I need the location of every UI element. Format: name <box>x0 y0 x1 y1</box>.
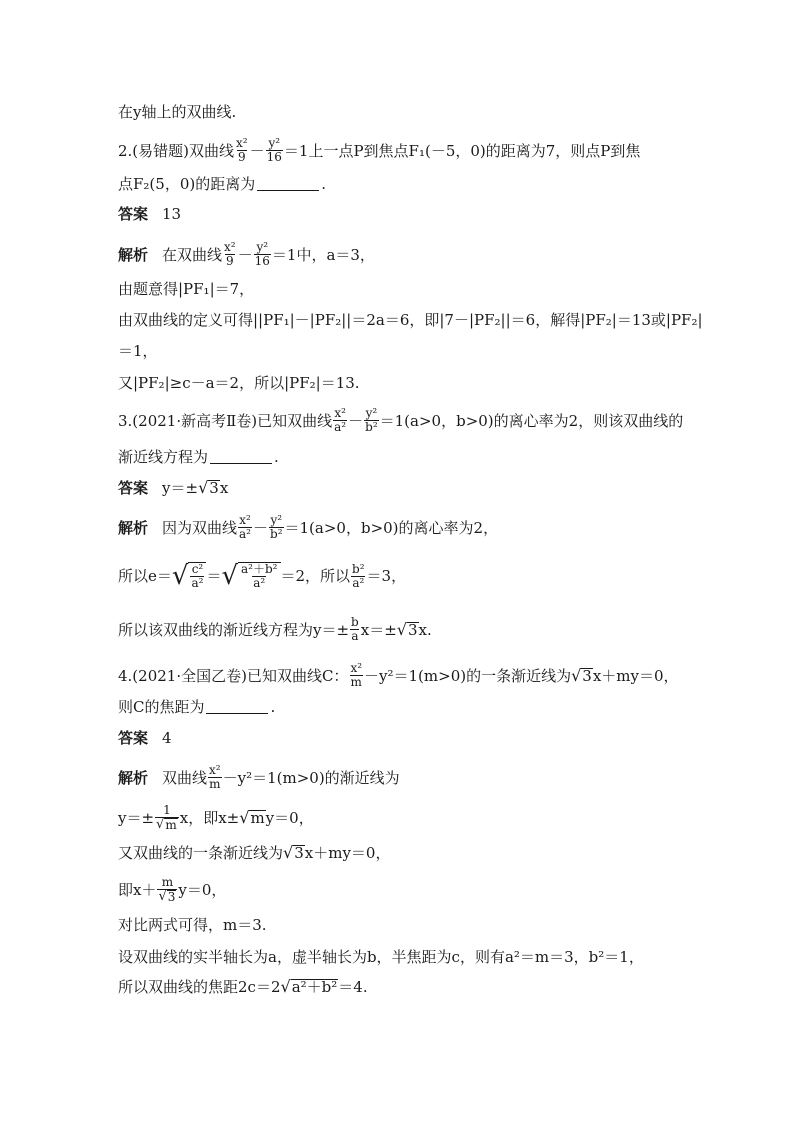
numerator: x² <box>239 513 251 527</box>
denominator: 9 <box>226 254 234 268</box>
text: x，即x± <box>179 808 240 827</box>
problem-3-stem-cont <box>118 446 678 468</box>
text: 所以e＝ <box>118 567 172 585</box>
text: x. <box>418 620 432 639</box>
text: y＝± <box>118 808 155 827</box>
problem-2-solution-1 <box>118 241 678 268</box>
denominator: m <box>209 777 221 791</box>
text: －y²＝1(m>0)的渐近线为 <box>222 768 400 787</box>
text: 因为双曲线 <box>162 518 238 537</box>
radical-sign-icon: √ <box>571 665 582 685</box>
numerator: x² <box>209 763 221 777</box>
text-line <box>118 914 678 936</box>
denominator <box>155 817 179 831</box>
text: 由双曲线的定义可得||PF₁|－|PF₂||＝2a＝6，即|7－|PF₂||＝6，解得|PF₂|＝13或|PF₂| <box>118 311 703 329</box>
denominator: b² <box>365 420 378 434</box>
radicand: m <box>250 808 265 827</box>
answer-blank <box>257 189 319 191</box>
fraction <box>266 137 283 164</box>
text: . <box>274 448 279 466</box>
denominator <box>157 889 177 903</box>
radicand: 3 <box>167 890 176 904</box>
text: 在y轴上的双曲线. <box>118 103 237 121</box>
text: － <box>249 141 265 160</box>
square-root <box>158 890 176 903</box>
problem-3-solution-3 <box>118 616 678 643</box>
text: . <box>321 175 326 193</box>
numerator: x² <box>350 661 363 675</box>
numerator: x² <box>224 240 236 254</box>
text: －y²＝1(m>0)的一条渐近线为 <box>364 666 572 685</box>
problem-2-stem-cont <box>118 173 678 195</box>
problem-2-stem <box>118 137 678 164</box>
numerator: c² <box>191 562 204 576</box>
text: － <box>348 411 364 430</box>
text-line <box>118 309 703 331</box>
answer-label: 答案 <box>118 479 149 497</box>
radical-sign-icon: √ <box>239 807 250 827</box>
answer-blank <box>206 712 268 714</box>
numerator: x² <box>334 406 346 420</box>
text: ＝4. <box>338 978 368 996</box>
text: ＝1上一点P到焦点F₁(－5，0)的距离为7，则点P到焦 <box>283 141 641 160</box>
text: 在双曲线 <box>162 245 223 264</box>
text: x＋my＝0， <box>304 844 391 862</box>
numerator: x² <box>236 136 248 150</box>
problem-3-solution-1 <box>118 514 678 541</box>
radicand: 3 <box>407 620 418 639</box>
problem-4-stem <box>118 662 678 689</box>
numerator: 1 <box>163 803 171 817</box>
text: y＝± <box>162 479 199 497</box>
fraction <box>350 616 360 643</box>
radical-sign-icon: √ <box>283 843 294 862</box>
fraction <box>254 241 271 268</box>
radicand: a²＋b² <box>291 978 338 996</box>
square-root <box>156 818 178 831</box>
fraction <box>333 407 347 434</box>
answer-value: 4 <box>162 729 172 747</box>
radicand: 3 <box>209 479 219 497</box>
text: － <box>237 245 253 264</box>
text-line <box>118 278 678 300</box>
text: ＝ <box>206 567 222 585</box>
text: 所以该双曲线的渐近线方程为y＝± <box>118 620 350 639</box>
text: ＝2，所以 <box>280 567 351 585</box>
numerator: y² <box>268 136 281 150</box>
fraction <box>155 804 179 831</box>
problem-4-stem-cont <box>118 696 678 718</box>
numerator: y² <box>365 406 378 420</box>
denominator: a² <box>239 527 251 541</box>
square-root <box>281 976 339 998</box>
square-root <box>397 619 419 641</box>
text: 设双曲线的实半轴长为a，虚半轴长为b，半焦距为c，则有a²＝m＝3，b²＝1， <box>118 948 644 966</box>
denominator: a² <box>191 576 204 590</box>
text: － <box>253 518 269 537</box>
problem-3-solution-2 <box>118 562 678 590</box>
square-root <box>283 842 305 864</box>
denominator: 16 <box>254 254 270 268</box>
fraction <box>157 876 177 903</box>
text: ＝1(a>0，b>0)的离心率为2，则该双曲线的 <box>379 411 684 430</box>
radical-sign-icon: √ <box>158 889 167 904</box>
problem-4-answer <box>118 727 678 749</box>
text-line <box>118 372 678 394</box>
text: x＋my＝0， <box>592 666 679 685</box>
numerator: b² <box>352 561 365 576</box>
problem-2-answer <box>118 203 678 225</box>
square-root <box>198 477 220 499</box>
denominator: a <box>351 629 359 643</box>
solution-label: 解析 <box>118 518 149 537</box>
fraction <box>208 764 222 791</box>
text: 又|PF₂|≥c－a＝2，所以|PF₂|＝13. <box>118 374 360 392</box>
fraction <box>240 563 278 590</box>
numerator: a²＋b² <box>241 562 278 576</box>
radicand: m <box>165 818 177 832</box>
numerator: y² <box>256 240 269 254</box>
solution-label: 解析 <box>118 768 149 787</box>
text-line <box>118 340 678 362</box>
text: 双曲线 <box>162 768 208 787</box>
problem-3-stem <box>118 406 684 434</box>
numerator: b <box>351 615 359 629</box>
problem-3-answer <box>118 477 678 499</box>
fraction <box>364 407 379 434</box>
denominator: a² <box>334 420 347 434</box>
fraction <box>238 514 252 541</box>
text: 对比两式可得，m＝3. <box>118 916 267 934</box>
fraction <box>351 563 366 590</box>
fraction <box>349 662 363 689</box>
answer-label: 答案 <box>118 205 149 223</box>
text: ＝1(a>0，b>0)的离心率为2， <box>284 518 499 537</box>
square-root <box>239 807 265 829</box>
text-line <box>118 101 678 123</box>
numerator: y² <box>270 513 283 527</box>
answer-blank <box>210 462 272 464</box>
denominator: 16 <box>266 150 282 164</box>
text: 则C的焦距为 <box>118 698 205 716</box>
radical-sign-icon: √ <box>221 561 239 591</box>
text: x＝± <box>360 620 397 639</box>
denominator: a² <box>352 575 365 590</box>
fraction <box>223 241 237 268</box>
denominator: m <box>350 675 362 689</box>
denominator: b² <box>270 527 283 541</box>
text: y＝0， <box>178 880 227 899</box>
problem-4-solution-7 <box>118 976 678 998</box>
text: y＝0， <box>265 808 314 827</box>
radical-sign-icon: √ <box>396 619 407 639</box>
text: ＝1， <box>118 342 158 360</box>
problem-4-solution-3 <box>118 842 678 864</box>
radical-sign-icon: √ <box>280 977 291 996</box>
fraction <box>235 137 249 164</box>
problem-4-solution-4 <box>118 876 678 903</box>
text: 2.(易错题)双曲线 <box>118 141 235 160</box>
text: 又双曲线的一条渐近线为 <box>118 844 284 862</box>
text: 3.(2021·新高考Ⅱ卷)已知双曲线 <box>118 411 333 430</box>
text: ＝1中，a＝3， <box>271 245 375 264</box>
text: 4.(2021·全国乙卷)已知双曲线C： <box>118 666 349 685</box>
text-line <box>118 946 678 968</box>
answer-label: 答案 <box>118 729 149 747</box>
radical-sign-icon: √ <box>156 817 165 832</box>
text: 点F₂(5，0)的距离为 <box>118 175 256 193</box>
radical-sign-icon: √ <box>198 478 209 497</box>
denominator: 9 <box>238 150 246 164</box>
radical-sign-icon: √ <box>171 561 189 591</box>
radicand: 3 <box>582 666 592 685</box>
text: ＝3， <box>366 567 407 585</box>
square-root <box>172 562 207 590</box>
solution-label: 解析 <box>118 245 149 264</box>
problem-4-solution-1 <box>118 764 678 791</box>
text: 即x＋ <box>118 880 157 899</box>
square-root <box>221 562 280 590</box>
radicand: 3 <box>294 844 304 862</box>
square-root <box>571 665 593 687</box>
denominator: a² <box>253 576 266 590</box>
fraction <box>269 514 284 541</box>
text: x <box>219 479 229 497</box>
text: 渐近线方程为 <box>118 448 209 466</box>
problem-4-solution-2 <box>118 804 678 831</box>
fraction <box>190 563 204 590</box>
text: 由题意得|PF₁|＝7， <box>118 280 255 298</box>
text: 所以双曲线的焦距2c＝2 <box>118 978 281 996</box>
numerator: m <box>161 875 174 889</box>
answer-value: 13 <box>162 205 182 223</box>
text: . <box>270 698 276 716</box>
